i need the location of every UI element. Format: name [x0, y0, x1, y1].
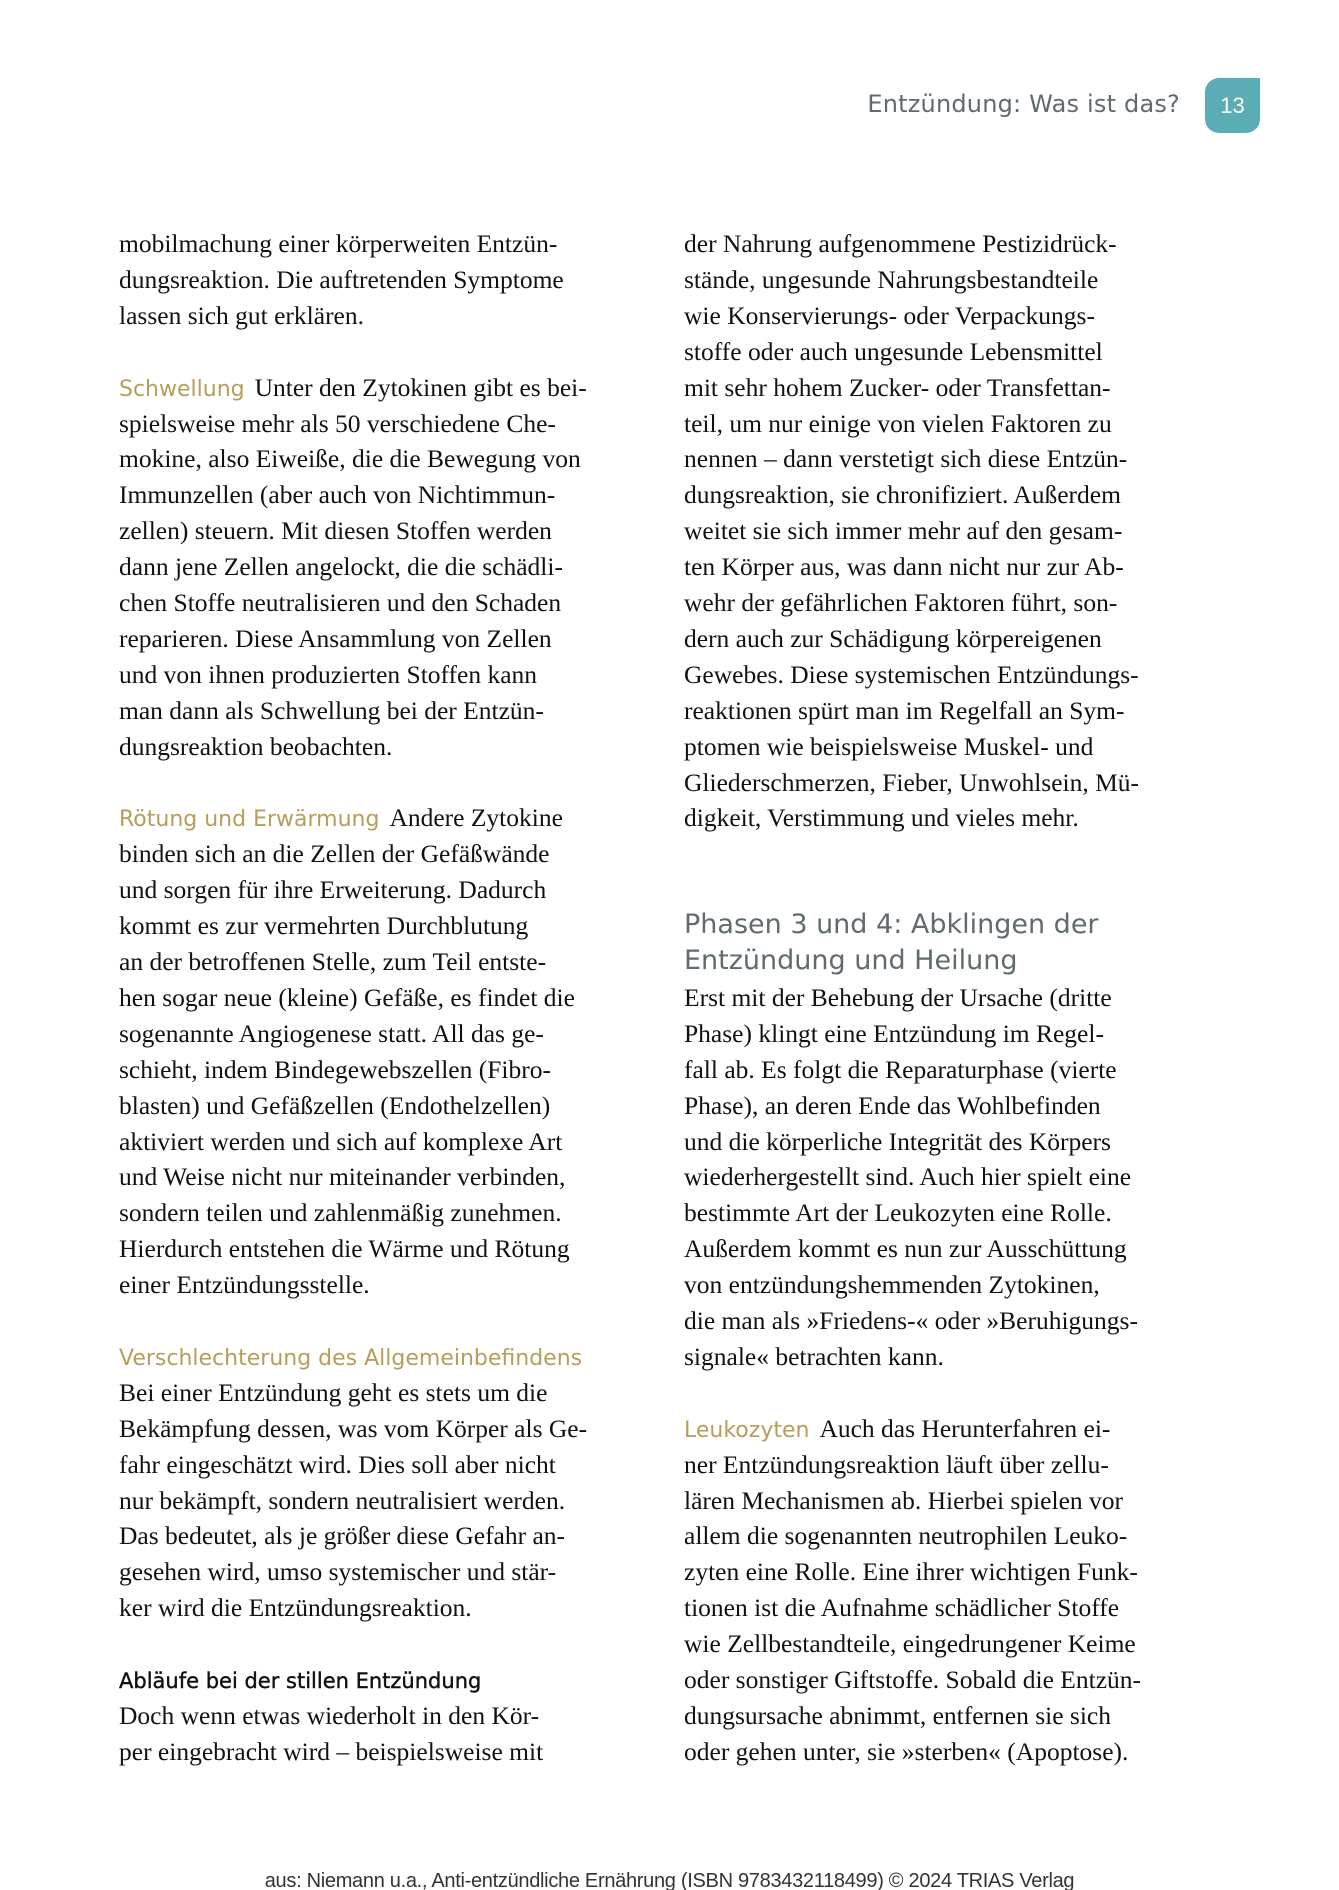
text-line	[684, 1198, 1112, 1234]
text-line	[119, 983, 575, 1019]
text-line	[684, 1486, 1123, 1522]
text-line	[684, 1593, 1119, 1629]
text-line	[684, 1629, 1136, 1665]
text-line	[119, 373, 587, 409]
line-text: ten Körper aus, was dann nicht nur zur Ab-	[684, 552, 1124, 582]
line-text: Erst mit der Behebung der Ursache (dritte	[684, 982, 1112, 1012]
line-text: Unter den Zytokinen gibt es bei-	[254, 372, 587, 402]
text-line	[684, 480, 1121, 516]
line-text: weitet sie sich immer mehr auf den gesam-	[684, 516, 1123, 546]
line-text: und die körperliche Integrität des Körpers	[684, 1126, 1111, 1156]
line-text: ner Entzündungsreaktion läuft über zellu-	[684, 1449, 1109, 1479]
text-line	[684, 1055, 1117, 1091]
line-text: mobilmachung einer körperweiten Entzün-	[119, 229, 558, 258]
line-text: sondern teilen und zahlenmäßig zunehmen.	[119, 1198, 562, 1228]
text-line	[684, 409, 1112, 445]
line-text: aktiviert werden und sich auf komplexe Art	[119, 1126, 563, 1156]
text-line	[684, 1162, 1131, 1198]
line-text: stoffe oder auch ungesunde Lebensmittel	[684, 336, 1103, 366]
line-text: kommt es zur vermehrten Durchblutung	[119, 911, 529, 941]
line-text: einer Entzündungsstelle.	[119, 1270, 370, 1300]
text-line	[119, 1162, 565, 1198]
line-text: per eingebracht wird – beispielsweise mit	[119, 1736, 544, 1766]
line-text: Gewebes. Diese systemischen Entzündungs-	[684, 659, 1139, 689]
line-text: allem die sogenannten neutrophilen Leuko-	[684, 1521, 1128, 1551]
line-text: stände, ungesunde Nahrungsbestandteile	[684, 264, 1099, 294]
line-text: wiederhergestellt sind. Auch hier spielt eine	[684, 1162, 1132, 1192]
text-line	[119, 552, 563, 588]
running-title: Entzündung: Was ist das?	[867, 90, 1180, 118]
text-line	[119, 660, 537, 696]
text-line	[684, 732, 1093, 768]
line-text: Bei einer Entzündung geht es stets um die	[119, 1377, 548, 1407]
page-number-badge: 13	[1205, 78, 1260, 133]
text-line	[684, 1127, 1111, 1163]
line-text: lassen sich gut erklären.	[119, 300, 365, 330]
line-text: schieht, indem Bindegewebszellen (Fibro-	[119, 1054, 551, 1084]
line-text: gesehen wird, umso systemischer und stär-	[119, 1557, 557, 1587]
text-line	[684, 768, 1139, 804]
text-line	[684, 1019, 1104, 1055]
text-line	[684, 337, 1103, 373]
line-text: mokine, also Eiweiße, die die Bewegung von	[119, 444, 581, 474]
text-line	[684, 1270, 1100, 1306]
line-text: zellen) steuern. Mit diesen Stoffen werden	[119, 516, 552, 546]
line-text: bestimmte Art der Leukozyten eine Rolle.	[684, 1198, 1112, 1228]
line-text: mit sehr hohem Zucker- oder Transfettan-	[684, 372, 1111, 402]
text-line	[119, 1593, 472, 1629]
line-text: dungsreaktion beobachten.	[119, 731, 393, 761]
paragraph-lead-in: Verschlechterung des Allgemeinbefindens	[119, 1345, 583, 1371]
text-line	[684, 696, 1124, 732]
line-text: fall ab. Es folgt die Reparaturphase (vierte	[684, 1054, 1117, 1084]
line-text: reparieren. Diese Ansammlung von Zellen	[119, 623, 552, 653]
text-line	[684, 1701, 1111, 1737]
text-line	[684, 803, 1079, 839]
paragraph-lead-in: Leukozyten	[684, 1417, 810, 1443]
line-text: sogenannte Angiogenese statt. All das ge-	[119, 1018, 544, 1048]
text-line	[684, 1091, 1101, 1127]
text-line	[119, 1234, 570, 1270]
text-line	[119, 1055, 551, 1091]
text-line	[684, 588, 1117, 624]
paragraph-lead-in: Schwellung	[119, 376, 245, 402]
text-line	[684, 1234, 1127, 1270]
subheading: Abläufe bei der stillen Entzündung	[119, 1669, 482, 1693]
line-text: binden sich an die Zellen der Gefäßwände	[119, 839, 550, 869]
text-line	[119, 1665, 481, 1701]
line-text: an der betroffenen Stelle, zum Teil entste-	[119, 947, 547, 976]
text-line	[119, 911, 528, 947]
line-text: blasten) und Gefäßzellen (Endothelzellen)	[119, 1090, 551, 1120]
line-text: tionen ist die Aufnahme schädlicher Stoffe	[684, 1593, 1120, 1623]
section-heading-line-1: Phasen 3 und 4: Abklingen der	[684, 909, 1099, 940]
line-text: dungsursache abnimmt, entfernen sie sich	[684, 1700, 1112, 1730]
line-text: Gliederschmerzen, Fieber, Unwohlsein, Mü-	[684, 767, 1140, 797]
text-line	[684, 444, 1127, 480]
line-text: der Nahrung aufgenommene Pestizidrück-	[684, 229, 1117, 258]
line-text: die man als »Friedens-« oder »Beruhigungs-	[684, 1306, 1138, 1335]
text-line	[119, 624, 552, 660]
text-line	[119, 1521, 565, 1557]
text-line	[119, 732, 392, 768]
line-text: Immunzellen (aber auch von Nichtimmun-	[119, 480, 556, 510]
text-line	[119, 588, 561, 624]
line-text: wie Zellbestandteile, eingedrungener Keime	[684, 1629, 1136, 1659]
text-line	[119, 1019, 544, 1055]
line-text: Doch wenn etwas wiederholt in den Kör-	[119, 1700, 540, 1730]
text-line	[119, 1450, 556, 1486]
line-text: spielsweise mehr als 50 verschiedene Che-	[119, 408, 556, 438]
line-text: lären Mechanismen ab. Hierbei spielen vor	[684, 1485, 1124, 1515]
text-line	[684, 552, 1124, 588]
text-line	[119, 480, 555, 516]
text-line	[119, 1198, 562, 1234]
text-line	[119, 1486, 565, 1522]
text-line	[119, 229, 557, 265]
line-text: und von ihnen produzierten Stoffen kann	[119, 659, 538, 689]
line-text: signale« betrachten kann.	[684, 1341, 944, 1371]
text-line	[684, 1737, 1128, 1773]
line-text: dungsreaktion. Die auftretenden Symptome	[119, 264, 564, 294]
text-line	[119, 839, 550, 875]
line-text: dern auch zur Schädigung körpereigenen	[684, 623, 1102, 653]
line-text: chen Stoffe neutralisieren und den Schaden	[119, 588, 562, 617]
line-text: nur bekämpft, sondern neutralisiert werden.	[119, 1485, 566, 1515]
line-text: Hierdurch entstehen die Wärme und Rötung	[119, 1234, 570, 1264]
text-line	[119, 1342, 592, 1378]
text-line	[119, 1414, 587, 1450]
text-line	[684, 229, 1117, 265]
text-line	[684, 1306, 1138, 1342]
line-text: digkeit, Verstimmung und vieles mehr.	[684, 803, 1079, 833]
line-text: hen sogar neue (kleine) Gefäße, es findet die	[119, 982, 575, 1012]
line-text: Auch das Herunterfahren ei-	[819, 1413, 1111, 1443]
line-text: Das bedeutet, als je größer diese Gefahr an-	[119, 1521, 566, 1551]
section-heading-line-2: Entzündung und Heilung	[684, 945, 1018, 976]
text-line	[119, 875, 546, 911]
text-line	[119, 1091, 550, 1127]
line-text: oder gehen unter, sie »sterben« (Apoptose).	[684, 1736, 1129, 1766]
line-text: und Weise nicht nur miteinander verbinden,	[119, 1162, 566, 1192]
text-line	[119, 409, 556, 445]
line-text: nennen – dann verstetigt sich diese Entzün-	[684, 444, 1128, 474]
text-line	[119, 1701, 539, 1737]
text-line	[684, 983, 1112, 1019]
text-line	[119, 444, 581, 480]
paragraph-lead-in: Rötung und Erwärmung	[119, 807, 380, 833]
line-text: Phase) klingt eine Entzündung im Regel-	[684, 1018, 1104, 1048]
line-text: fahr eingeschätzt wird. Dies soll aber nicht	[119, 1449, 556, 1479]
text-line	[684, 301, 1095, 337]
text-line	[119, 1557, 556, 1593]
line-text: und sorgen für ihre Erweiterung. Dadurch	[119, 875, 547, 905]
text-line	[684, 516, 1122, 552]
text-line	[119, 1378, 547, 1414]
text-line	[684, 660, 1139, 696]
line-text: wie Konservierungs- oder Verpackungs-	[684, 300, 1095, 330]
text-line	[684, 1665, 1141, 1701]
line-text: zyten eine Rolle. Eine ihrer wichtigen Funk-	[684, 1557, 1138, 1587]
text-line	[119, 1270, 370, 1306]
text-line	[119, 1737, 543, 1773]
text-line	[119, 1127, 562, 1163]
text-line	[684, 1414, 1110, 1450]
line-text: Außerdem kommt es nun zur Ausschüttung	[684, 1234, 1127, 1264]
text-line	[119, 696, 544, 732]
text-line	[684, 1450, 1109, 1486]
text-line	[684, 1342, 944, 1378]
line-text: oder sonstiger Giftstoffe. Sobald die Entzün-	[684, 1665, 1142, 1694]
text-line	[684, 265, 1098, 301]
line-text: Bekämpfung dessen, was vom Körper als Ge-	[119, 1413, 588, 1443]
text-line	[684, 624, 1102, 660]
line-text: reaktionen spürt man im Regelfall an Sym-	[684, 695, 1125, 725]
text-line	[119, 803, 563, 839]
line-text: von entzündungshemmenden Zytokinen,	[684, 1270, 1100, 1300]
line-text: dann jene Zellen angelockt, die die schädli-	[119, 552, 563, 582]
line-text: dungsreaktion, sie chronifiziert. Außerdem	[684, 480, 1121, 510]
text-line	[684, 1521, 1127, 1557]
text-line	[119, 265, 564, 301]
line-text: ker wird die Entzündungsreaktion.	[119, 1593, 472, 1623]
line-text: wehr der gefährlichen Faktoren führt, son-	[684, 588, 1118, 617]
text-line	[119, 516, 552, 552]
text-line	[684, 1557, 1138, 1593]
line-text: teil, um nur einige von vielen Faktoren zu	[684, 408, 1112, 438]
line-text: man dann als Schwellung bei der Entzün-	[119, 695, 544, 725]
line-text: Phase), an deren Ende das Wohlbefinden	[684, 1090, 1101, 1120]
text-line	[119, 947, 546, 983]
text-line	[684, 373, 1111, 409]
footer-citation: aus: Niemann u.a., Anti-entzündliche Ernährung (ISBN 9783432118499) © 2024 TRIAS Verlag	[264, 1870, 1075, 1890]
line-text: ptomen wie beispielsweise Muskel- und	[684, 731, 1094, 761]
line-text: Andere Zytokine	[389, 803, 563, 833]
text-line	[119, 301, 364, 337]
